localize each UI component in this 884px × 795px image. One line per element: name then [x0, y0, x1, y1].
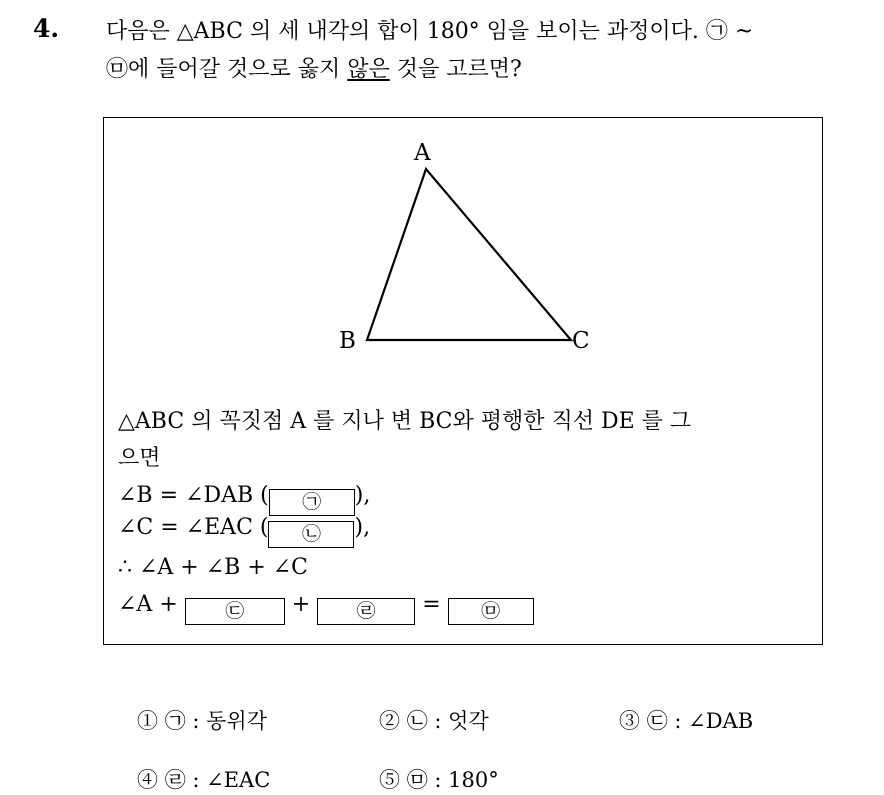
vertex-label-a: A — [414, 140, 431, 166]
proof-line-6-pre: ∠A + — [118, 592, 178, 617]
blank-5: ㉤ — [448, 598, 534, 625]
option-number: ④ — [137, 768, 158, 792]
vertex-label-c: C — [572, 328, 590, 354]
option-number: ② — [379, 709, 400, 733]
option-colon: : — [667, 709, 689, 733]
proof-line-4 — [118, 515, 370, 548]
triangle-figure — [104, 118, 821, 378]
option-1[interactable] — [137, 705, 267, 735]
proof-line-2: 으면 — [118, 446, 161, 471]
question-text-line2-pre: ㉤에 들어갈 것으로 옳지 — [106, 57, 348, 82]
option-text: ∠EAC — [206, 768, 271, 792]
option-number: ③ — [619, 709, 640, 733]
option-colon: : — [427, 768, 449, 792]
option-4[interactable] — [137, 764, 270, 794]
proof-line-4-pre: ∠C = ∠EAC ( — [118, 515, 269, 540]
proof-line-1: △ABC 의 꼭짓점 A 를 지나 변 BC와 평행한 직선 DE 를 그 — [118, 409, 692, 434]
question-text-line1: 다음은 △ABC 의 세 내각의 합이 180° 임을 보이는 과정이다. ㉠ ~ — [106, 19, 754, 44]
vertex-label-b: B — [339, 328, 356, 354]
proof-line-3-pre: ∠B = ∠DAB ( — [118, 483, 269, 508]
option-number: ① — [137, 709, 158, 733]
proof-box — [103, 117, 823, 645]
blank-1: ㉠ — [269, 489, 355, 516]
option-colon: : — [427, 709, 449, 733]
option-colon: : — [185, 768, 207, 792]
question-text-line2 — [106, 52, 522, 83]
proof-line-6 — [118, 592, 534, 625]
question-text-line2-post: 것을 고르면? — [389, 57, 522, 82]
triangle-abc — [367, 169, 571, 340]
proof-line-3-post: ), — [354, 483, 371, 508]
option-3[interactable] — [619, 705, 753, 735]
option-mark: ㉣ — [164, 768, 186, 792]
option-mark: ㉠ — [164, 709, 186, 733]
question-underlined-word: 않은 — [347, 57, 390, 82]
equals-sign: = — [422, 592, 441, 617]
option-mark: ㉢ — [646, 709, 668, 733]
blank-2: ㉡ — [268, 521, 354, 548]
option-2[interactable] — [379, 705, 489, 735]
option-5[interactable] — [379, 764, 499, 794]
question-number: 4. — [33, 14, 60, 43]
option-mark: ㉤ — [406, 768, 428, 792]
proof-line-4-post: ), — [354, 515, 371, 540]
blank-4: ㉣ — [317, 598, 415, 625]
proof-line-3 — [118, 483, 370, 516]
option-mark: ㉡ — [406, 709, 428, 733]
option-text: 180° — [448, 768, 499, 792]
proof-line-5: ∴ ∠A + ∠B + ∠C — [118, 555, 309, 580]
option-colon: : — [185, 709, 207, 733]
plus-sign: + — [291, 592, 311, 617]
blank-3: ㉢ — [185, 598, 285, 625]
option-number: ⑤ — [379, 768, 400, 792]
option-text: 동위각 — [206, 709, 267, 733]
option-text: 엇각 — [448, 709, 489, 733]
option-text: ∠DAB — [688, 709, 754, 733]
